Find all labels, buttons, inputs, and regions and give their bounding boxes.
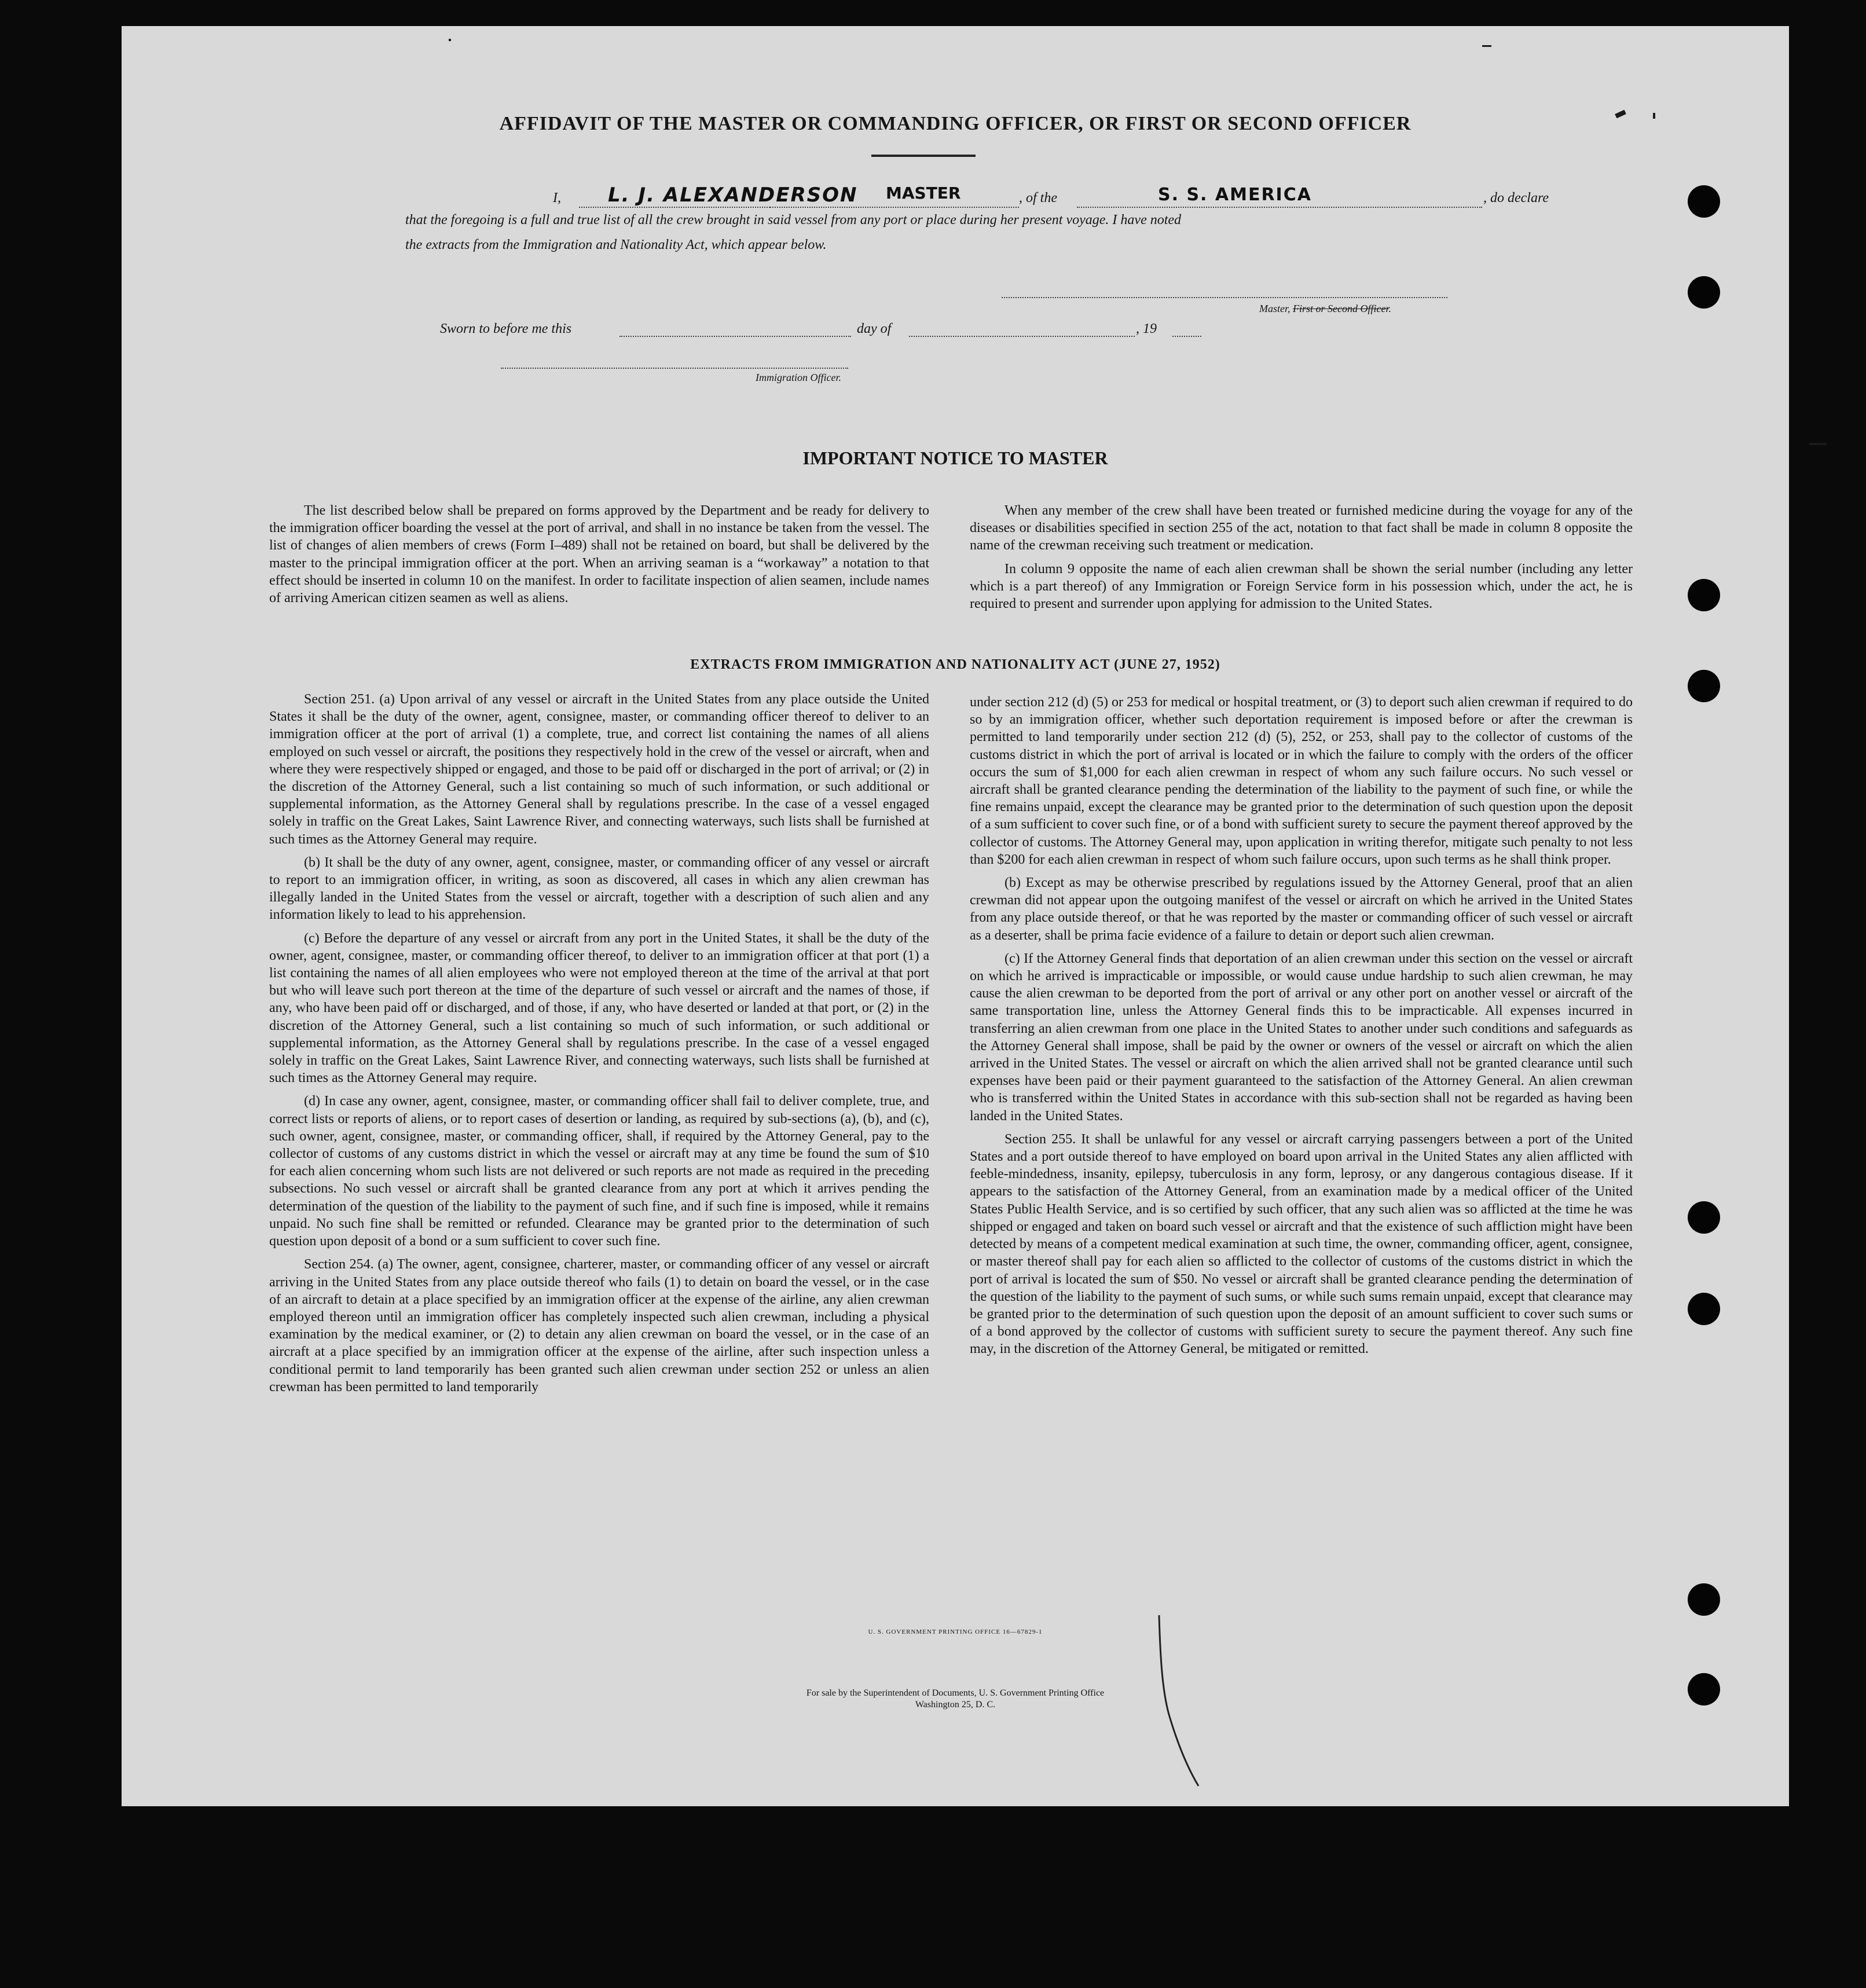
section-254-b: (b) Except as may be otherwise prescribed by regulations issued by the Attorney General, proof that an alien crewman did not appear upon the outgoing manifest of the vessel or aircraft on which he arrived in the United States from any place outside thereof, or that he was reported by the master or commanding officer of such vessel or aircraft as a deserter, shall be prima facie evidence of a failure to detain or deport such alien crewman. bbox=[970, 875, 1633, 943]
signature-line bbox=[1002, 297, 1447, 298]
vessel-name-typed: S. S. AMERICA bbox=[1158, 185, 1312, 205]
sale-line-1: For sale by the Superintendent of Documents, U. S. Government Printing Office bbox=[806, 1688, 1105, 1698]
sworn-year-line bbox=[1172, 336, 1201, 337]
punch-hole bbox=[1688, 1293, 1720, 1325]
punch-hole bbox=[1688, 185, 1720, 218]
affidavit-title: AFFIDAVIT OF THE MASTER OR COMMANDING OFFICER, OR FIRST OR SECOND OFFICER bbox=[499, 113, 1412, 134]
section-254-c: (c) If the Attorney General finds that deportation of an alien crewman under this section on the vessel or aircraft on which he arrived is impracticable or impossible, or would cause undue hardship to such alien crewman, he may cause the alien crewman to be deported from the port of arrival or any other port on another vessel or aircraft of the same transportation line, unless the Attorney General finds this to be impracticable. All expenses incurred in transferring an alien crewman from one place in the United States to another under such conditions and safeguards as the Attorney General shall impose, shall be paid by the owner or owners of the vessel or aircraft on which the alien arrived in the United States. The vessel or aircraft on which the alien arrived shall not be granted clearance until such expenses have been paid or their payment guaranteed to the satisfaction of the Attorney General. An alien crewman who is transferred within the United States in accordance with this sub-section shall not be regarded as having been landed in the United States. bbox=[970, 951, 1633, 1124]
punch-hole bbox=[1688, 579, 1720, 611]
pen-stroke-mark bbox=[1152, 1612, 1204, 1792]
immigration-officer-line bbox=[501, 368, 848, 369]
sworn-month-line bbox=[909, 336, 1135, 337]
extracts-left-column bbox=[269, 691, 929, 1402]
statement-line-2: the extracts from the Immigration and Nationality Act, which appear below. bbox=[405, 237, 827, 252]
punch-hole bbox=[1688, 276, 1720, 309]
master-name-handwritten: L. J. ALEXANDERSON bbox=[608, 184, 858, 207]
vessel-fill-line bbox=[1077, 207, 1482, 208]
sworn-day-line bbox=[619, 336, 851, 337]
form-page bbox=[122, 26, 1789, 1806]
do-declare-label: , do declare bbox=[1483, 190, 1549, 206]
section-251-b: (b) It shall be the duty of any owner, agent, consignee, master, or commanding officer of any vessel or aircraft to report to an immigration officer, in writing, as soon as discovered, all cases in which any alien crewman has illegally landed in the United States from the vessel or aircraft, together with a description of such alien and any information likely to lead to his apprehension. bbox=[269, 854, 929, 923]
statement-line-1: that the foregoing is a full and true list of all the crew brought in said vessel from any port or place during her present voyage. I have noted bbox=[405, 212, 1182, 228]
printing-office-line: U. S. GOVERNMENT PRINTING OFFICE 16—67829-1 bbox=[868, 1628, 1043, 1635]
scan-speck bbox=[1653, 113, 1655, 119]
notice-right-paragraph-1: When any member of the crew shall have been treated or furnished medicine during the voyage for any of the diseases or disabilities specified in section 255 of the act, notation to that fact shall be made in column 8 opposite the name of the crewman receiving such treatment or medication. bbox=[970, 503, 1633, 553]
punch-hole bbox=[1688, 1201, 1720, 1234]
section-255: Section 255. It shall be unlawful for any vessel or aircraft carrying passengers between a port of the United States and a port outside thereof to have employed on board upon arrival in the United States any alien afflicted with feeble-mindedness, insanity, epilepsy, tuberculosis in any form, leprosy, or any dangerous contagious disease. If it appears to the satisfaction of the Attorney General, from an examination made by a medical officer of the United States Public Health Service, and is so certified by such officer, that any such alien was so afflicted at the time he was shipped or engaged and taken on board such vessel or aircraft and that the existence of such affliction might have been detected by means of a competent medical examination at such time, the owner, commanding officer, agent, consignee, or master thereof shall pay for each alien so afflicted to the collector of customs of the customs district in which the port of arrival is located the sum of $50. No vessel or aircraft shall be granted clearance pending the determination of the question of the liability to the payment of such sums, or while such sums remain unpaid, except that clearance may be granted prior to the determination of such question upon the deposit of an amount sufficient to cover such sums or of a bond approved by the collector of customs with sufficient surety to secure the payment thereof. Any such fine may, in the discretion of the Attorney General, be mitigated or remitted. bbox=[970, 1131, 1633, 1357]
scan-speck bbox=[449, 39, 451, 41]
sworn-prefix: Sworn to before me this bbox=[440, 321, 572, 336]
name-fill-line bbox=[579, 207, 770, 208]
day-of-label: day of bbox=[857, 321, 892, 336]
rank-typed: MASTER bbox=[886, 184, 961, 203]
section-254-a-continued: under section 212 (d) (5) or 253 for medical or hospital treatment, or (3) to deport such alien crewman if required to do so by an immigration officer, whether such deportation requirement is imposed before or after the crewman is permitted to land temporarily under section 212 (d) (5), 252, or 253, shall pay to the collector of customs of the customs district in which the port of arrival is located or in which the failure to comply with the orders of the officer occurs the sum of $1,000 for each alien crewman in respect of whom any such failure occurs. No such vessel or aircraft shall be granted clearance pending the determination of the liability to the payment of such fine, or while the fine remains unpaid, except the clearance may be granted prior to the determination of such question upon the deposit of a sum sufficient to cover such fine, or of a bond with sufficient surety to secure the payment thereof approved by the collector of customs. The Attorney General may, upon application in writing therefor, mitigate such penalty to not less than $200 for each alien crewman in respect of whom such failure occurs, upon such terms as he shall think proper. bbox=[970, 695, 1633, 867]
section-254-a: Section 254. (a) The owner, agent, consignee, charterer, master, or commanding officer of any vessel or aircraft arriving in the United States from any place outside thereof who fails (1) to detain on board the vessel, or in the case of an aircraft to detain at a place specified by an immigration officer at the expense of the airline, any alien crewman employed thereon until an immigration officer has completely inspected such alien crewman, including a physical examination by the medical examiner, or (2) to detain any alien crewman on board the vessel, or in the case of an aircraft at a place specified by an immigration officer at the expense of the airline, after such inspection unless a conditional permit to land temporarily has been granted such alien crewman under section 252 or unless an alien crewman has been permitted to land temporarily bbox=[269, 1257, 929, 1395]
extracts-title: EXTRACTS FROM IMMIGRATION AND NATIONALITY ACT (JUNE 27, 1952) bbox=[690, 657, 1220, 672]
rank-fill-line bbox=[770, 207, 1019, 208]
of-the-label: , of the bbox=[1019, 190, 1057, 206]
section-251-a: Section 251. (a) Upon arrival of any vessel or aircraft in the United States from any place outside the United States it shall be the duty of the owner, agent, consignee, master, or commanding officer thereof to deliver to an immigration officer at the port of arrival (1) a complete, true, and correct list containing the names of all aliens employed on such vessel or aircraft, the positions they respectively hold in the crew of the vessel or aircraft, when and where they were respectively shipped or engaged, and those to be paid off or discharged in the port of arrival; or (2) in the discretion of the Attorney General, such a list containing so much of such information, or such additional or supplemental information, as the Attorney General shall by regulations prescribe. In the case of a vessel engaged solely in traffic on the Great Lakes, Saint Lawrence River, and connecting waterways, such lists shall be furnished at such times as the Attorney General may require. bbox=[269, 692, 929, 847]
notice-right-paragraph-2: In column 9 opposite the name of each alien crewman shall be shown the serial number (including any letter which is a part thereof) of any Immigration or Foreign Service form in his possession which, under the act, he is required to present and surrender upon applying for admission to the United States. bbox=[970, 561, 1633, 612]
scan-speck bbox=[1809, 443, 1827, 445]
sale-notice bbox=[122, 1688, 1789, 1711]
section-251-c: (c) Before the departure of any vessel or aircraft from any port in the United States, it shall be the duty of the owner, agent, consignee, master, or commanding officer thereof, to deliver to an immigration officer at that port (1) a list containing the names of all alien employees who were not employed thereon at the time of the arrival at that port but who will leave such port thereon at the time of the departure of such vessel or aircraft and the names of those, if any, who have been paid off or discharged, and of those, if any, who have deserted or landed at that port, or (2) in the discretion of the Attorney General, such a list containing so much of such information, or such additional or supplemental information, as the Attorney General shall by regulations prescribe. In the case of a vessel engaged solely in traffic on the Great Lakes, Saint Lawrence River, and connecting waterways, such lists shall be furnished at such times as the Attorney General may require. bbox=[269, 930, 929, 1086]
title-divider bbox=[871, 155, 976, 157]
punch-hole bbox=[1688, 1583, 1720, 1616]
section-251-d: (d) In case any owner, agent, consignee, master, or commanding officer shall fail to deliver complete, true, and correct lists or reports of aliens, or to report cases of desertion or landing, as required by sub-sections (a), (b), and (c), such owner, agent, consignee, master, or commanding officer, shall, if required by the Attorney General, pay to the collector of customs of any customs district in which the vessel or aircraft may at any time be found the sum of $10 for each alien concerning whom such lists are not delivered or such reports are not made as required in the preceding subsections. No such vessel or aircraft shall be granted clearance from any port at which it arrives pending the determination of the question of the liability to the payment of such fine, and if such fine is imposed, while it remains unpaid. No such fine shall be remitted or refunded. Clearance may be granted prior to the determination of such question upon deposit of a bond or a sum sufficient to cover such fine. bbox=[269, 1094, 929, 1249]
notice-left-paragraph: The list described below shall be prepared on forms approved by the Department and be ready for delivery to the immigration officer boarding the vessel at the port of arrival, and shall in no instance be taken from the vessel. The list of changes of alien members of crews (Form I–489) shall not be retained on board, but shall be delivered by the master to the principal immigration officer at the port. When an arriving seaman is a “workaway” a notation to that effect should be inserted in column 10 on the manifest. In order to facilitate inspection of alien seamen, include names of arriving American citizen seamen as well as aliens. bbox=[269, 503, 929, 606]
extracts-right-column bbox=[970, 694, 1633, 1364]
notice-right-column bbox=[970, 502, 1633, 618]
immigration-officer-caption: Immigration Officer. bbox=[756, 372, 841, 383]
caption-end: . bbox=[1388, 303, 1391, 314]
scan-speck bbox=[1482, 45, 1491, 47]
notice-title: IMPORTANT NOTICE TO MASTER bbox=[802, 448, 1108, 468]
year-prefix: , 19 bbox=[1136, 321, 1157, 336]
signature-caption bbox=[1259, 303, 1391, 315]
punch-hole bbox=[1688, 1673, 1720, 1705]
prefix-i: I, bbox=[553, 190, 561, 206]
notice-left-column bbox=[269, 502, 929, 612]
caption-master: Master, bbox=[1259, 303, 1291, 314]
sale-line-2: Washington 25, D. C. bbox=[915, 1700, 996, 1710]
punch-hole bbox=[1688, 670, 1720, 702]
declaration-line bbox=[405, 184, 1581, 212]
caption-struck-officer: First or Second Officer bbox=[1293, 303, 1389, 314]
